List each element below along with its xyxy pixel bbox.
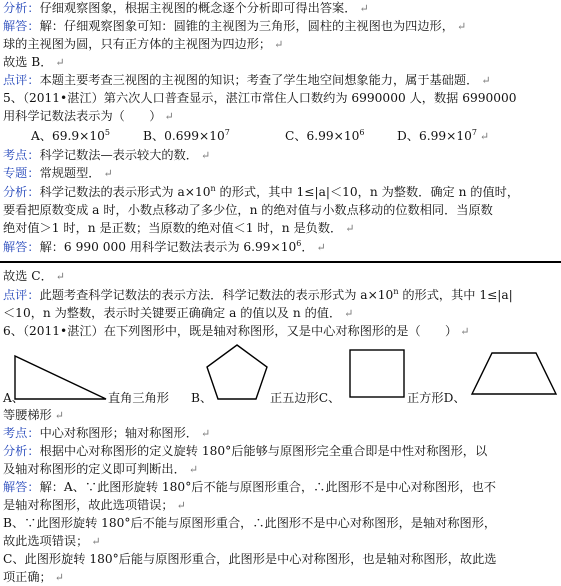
q5-option-b: B、$0.699\times 10^7$	[143, 127, 230, 143]
q5-topic: 专题：常规题型． ↵	[3, 166, 113, 180]
analysis-tag: 分析：	[3, 1, 40, 15]
q4-choice: 故选 B． ↵	[3, 55, 65, 69]
return-mark-icon: ↵	[345, 222, 355, 235]
return-mark-icon: ↵	[91, 535, 101, 548]
return-mark-icon: ↵	[54, 409, 64, 422]
q6-answer-line5: C、此图形旋转 180°后能与原图形重合，此图形是中心对称图形，也是轴对称图形，故此选	[3, 552, 497, 566]
q6-answer-line6: 项正确； ↵	[3, 570, 64, 584]
return-mark-icon: ↵	[55, 56, 65, 69]
topic-tag: 专题：	[3, 166, 40, 180]
q5-analysis-line1: 分析：科学记数法的表示形式为 $a\times 10^n$ 的形式，其中 1≤|a|＜10，n 为整数．确定 n 的值时，	[3, 183, 520, 199]
return-mark-icon: ↵	[103, 167, 113, 180]
return-mark-icon: ↵	[55, 270, 65, 283]
answer-tag: 解答：	[3, 19, 40, 33]
return-mark-icon: ↵	[460, 325, 470, 338]
isosceles-trapezoid-shape	[472, 353, 556, 394]
q4-answer-line2: 球的主视图为圆，只有正方体的主视图为四边形； ↵	[3, 37, 284, 51]
q5-analysis-line2: 要看把原数变成 a 时，小数点移动了多少位，n 的绝对值与小数点移动的位数相同．当原数	[3, 203, 493, 217]
q6-option-a-label: A、	[3, 391, 24, 405]
q5-analysis-line3: 绝对值＞1 时，n 是正数；当原数的绝对值＜1 时，n 是负数． ↵	[3, 221, 355, 235]
knowledge-tag: 考点：	[3, 148, 40, 162]
q5-stem-line2: 用科学记数法表示为（ ） ↵	[3, 109, 174, 123]
knowledge-tag: 考点：	[3, 426, 40, 440]
return-mark-icon: ↵	[316, 241, 326, 254]
q5-comment-line1: 点评：此题考查科学记数法的表示方法．科学记数法的表示形式为 $a\times 10^n$ 的形式，其中 1≤|a|	[3, 286, 513, 302]
return-mark-icon: ↵	[274, 38, 284, 51]
q5-option-d: D、$6.99\times 10^7$ ↵	[397, 127, 490, 143]
right-triangle-shape	[15, 356, 106, 399]
regular-pentagon-shape	[207, 345, 267, 399]
q5-comment-line2: ＜10，n 为整数，表示时关键要正确确定 a 的值以及 n 的值． ↵	[3, 306, 354, 320]
return-mark-icon: ↵	[359, 2, 369, 15]
q5-answer: 解答：解：6 990 000 用科学记数法表示为 $6.99\times 10^6$． ↵	[3, 238, 326, 254]
comment-tag: 点评：	[3, 288, 40, 302]
comment-tag: 点评：	[3, 73, 40, 87]
analysis-tag: 分析：	[3, 185, 40, 199]
q6-option-b-label: B、	[191, 391, 213, 405]
q6-option-a-name: 直角三角形	[108, 391, 169, 405]
return-mark-icon: ↵	[164, 110, 174, 123]
q6-option-c-combo: 正方形D、	[407, 391, 466, 405]
q5-knowledge: 考点：科学记数法—表示较大的数． ↵	[3, 148, 211, 162]
return-mark-icon: ↵	[54, 571, 64, 584]
return-mark-icon: ↵	[201, 149, 211, 162]
answer-tag: 解答：	[3, 480, 40, 494]
q6-option-d-name: 等腰梯形 ↵	[3, 408, 64, 422]
q5-choice: 故选 C． ↵	[3, 269, 65, 283]
q6-option-b-combo: 正五边形C、	[270, 391, 341, 405]
return-mark-icon: ↵	[479, 130, 490, 143]
q6-answer-line4: 故此选项错误； ↵	[3, 534, 101, 548]
q5-stem-line1: 5、（2011•湛江）第六次人口普查显示，湛江市常住人口数约为 6990000 人，数据 6990000	[3, 91, 517, 105]
q4-comment: 点评：本题主要考查三视图的主视图的知识；考查了学生地空间想象能力，属于基础题． ↵	[3, 73, 491, 87]
answer-tag: 解答：	[3, 240, 40, 254]
q4-analysis: 分析：仔细观察图象，根据主视图的概念逐个分析即可得出答案． ↵	[3, 1, 369, 15]
q5-option-c: C、$6.99\times 10^6$	[285, 127, 365, 143]
q6-answer-line3: B、∵此图形旋转 180°后不能与原图形重合，∴此图形不是中心对称图形，是轴对称图形，	[3, 516, 497, 530]
q5-option-a: A、$69.9\times 10^5$	[31, 127, 110, 143]
q6-stem: 6、（2011•湛江）在下列图形中，既是轴对称图形，又是中心对称图形的是（ ） ↵	[3, 324, 470, 338]
return-mark-icon: ↵	[456, 20, 467, 33]
q6-answer-line1: 解答：解：A、∵此图形旋转 180°后不能与原图形重合，∴此图形不是中心对称图形，也不	[3, 480, 496, 494]
q6-analysis-line1: 分析：根据中心对称图形的定义旋转 180°后能够与原图形完全重合即是中性对称图形，以	[3, 444, 488, 458]
return-mark-icon: ↵	[344, 307, 354, 320]
q4-answer-line1: 解答：解：仔细观察图象可知：圆锥的主视图为三角形，圆柱的主视图也为四边形， ↵	[3, 19, 467, 33]
analysis-tag: 分析：	[3, 444, 40, 458]
return-mark-icon: ↵	[201, 427, 211, 440]
return-mark-icon: ↵	[481, 74, 491, 87]
q6-answer-line2: 是轴对称图形，故此选项错误； ↵	[3, 498, 186, 512]
return-mark-icon: ↵	[188, 463, 199, 476]
square-shape	[350, 350, 404, 397]
q6-analysis-line2: 及轴对称图形的定义即可判断出． ↵	[3, 462, 199, 476]
q6-knowledge: 考点：中心对称图形；轴对称图形． ↵	[3, 426, 211, 440]
return-mark-icon: ↵	[176, 499, 186, 512]
